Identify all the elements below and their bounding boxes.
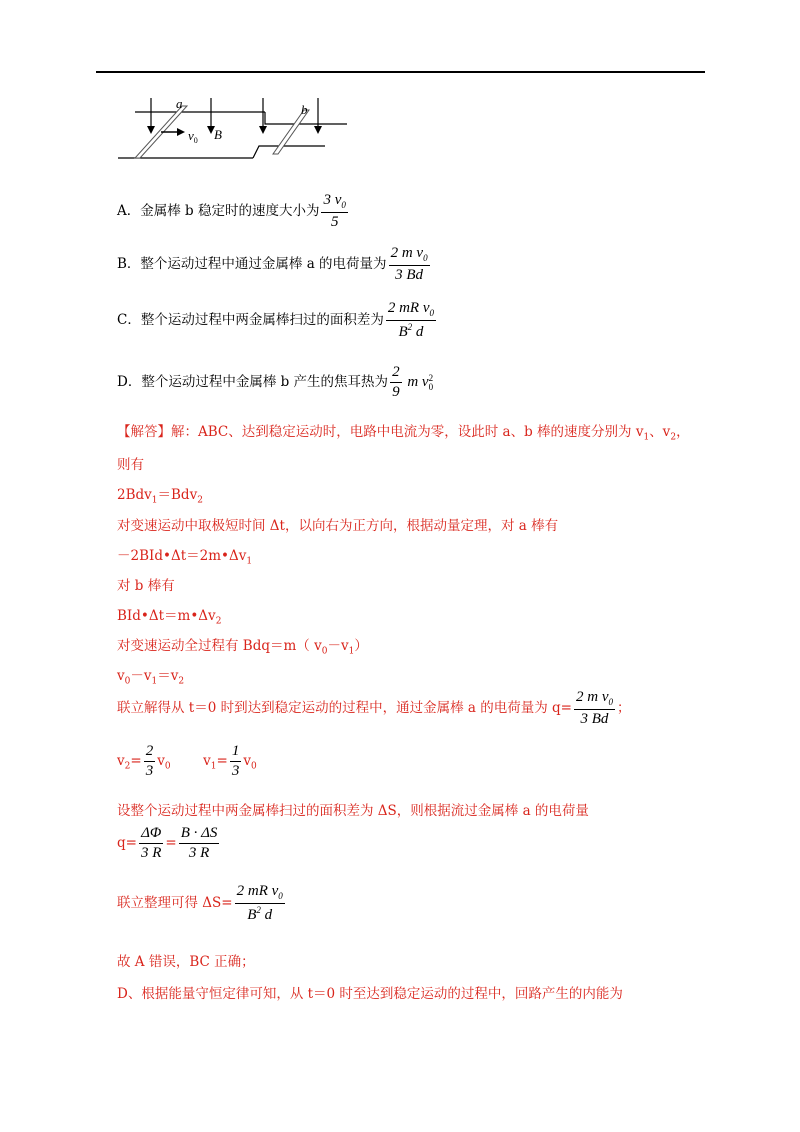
charge-fraction: $\frac{2 m v_0}{3 Bd}$ bbox=[575, 689, 613, 727]
solution-line-3: 2Bdv$_1$＝Bdv$_2$ bbox=[117, 487, 203, 506]
solution-line-7: $BId•\Delta t=m•\Delta v_2$ bbox=[117, 608, 222, 627]
option-c: C．整个运动过程中两金属棒扫过的面积差为 $\frac{2 mR v_0}{B^2 d}$ bbox=[117, 300, 434, 340]
option-c-fraction: $\frac{2 mR v_0}{B^2 d}$ bbox=[387, 300, 434, 340]
option-a-fraction: $\frac{3 v_0}{5}$ bbox=[323, 192, 346, 230]
rail-step-lower bbox=[253, 146, 271, 158]
solution-line-9: $v_0-v_1=v_2$ bbox=[117, 668, 185, 687]
rail-diagram bbox=[113, 94, 353, 164]
option-d-fraction: $\frac{2}{9}$ bbox=[392, 364, 400, 400]
solution-line-4: 对变速运动中取极短时间 Δt，以向右为正方向，根据动量定理，对 a 棒有 bbox=[117, 518, 559, 534]
label-v0: $v_0$ bbox=[188, 128, 198, 145]
option-b: B．整个运动过程中通过金属棒 a 的电荷量为 $\frac{2 m v_0}{3 Bd}$ bbox=[117, 245, 428, 283]
solution-line-13: q= $\frac{\Delta\Phi}{3 R}$ = $\frac{B \cdot \Delta S}{3 R}$ bbox=[117, 825, 218, 861]
solution-line-16: D、根据能量守恒定律可知，从 t＝0 时至达到稳定运动的过程中，回路产生的内能为 bbox=[117, 986, 623, 1002]
solution-line-12: 设整个运动过程中两金属棒扫过的面积差为 ΔS，则根据流过金属棒 a 的电荷量 bbox=[117, 803, 589, 819]
option-a: A．金属棒 b 稳定时的速度大小为 $\frac{3 v_0}{5}$ bbox=[117, 192, 346, 230]
solution-line-5: $-2BId•\Delta t=2m•\Delta v_1$ bbox=[117, 548, 253, 567]
solution-line-10: 联立解得从 t＝0 时到达到稳定运动的过程中，通过金属棒 a 的电荷量为 q= $\frac{2 m v_0}{3 Bd}$ ； bbox=[117, 689, 631, 727]
label-B: B bbox=[214, 127, 222, 142]
solution-line-2: 则有 bbox=[117, 457, 144, 473]
rail-step bbox=[265, 112, 283, 124]
option-d: D．整个运动过程中金属棒 b 产生的焦耳热为 $\frac{2}{9}$ m v 2 0 bbox=[117, 364, 434, 400]
solution-line-14: 联立整理可得 ΔS= $\frac{2 mR v_0}{B^2 d}$ bbox=[117, 883, 283, 923]
solution-line-8: 对变速运动全过程有 Bdq＝m（ $v_0-v_1$） bbox=[117, 638, 368, 657]
label-b: b bbox=[301, 102, 308, 117]
solution-line-1: 【解答】解：ABC、达到稳定运动时，电路中电流为零，设此时 a、b 棒的速度分别为 $v_1$、$v_2$， bbox=[117, 424, 690, 443]
solution-line-6: 对 b 棒有 bbox=[117, 578, 175, 594]
solution-line-11: $v_2=$ $\frac{2}{3}$ $v_0$ $v_1=$ $\frac{1}{3}$ $v_0$ bbox=[117, 743, 257, 779]
option-b-fraction: $\frac{2 m v_0}{3 Bd}$ bbox=[390, 245, 428, 283]
solution-line-15: 故 A 错误，BC 正确； bbox=[117, 954, 255, 970]
header-rule bbox=[96, 71, 705, 73]
label-a: a bbox=[176, 96, 183, 111]
